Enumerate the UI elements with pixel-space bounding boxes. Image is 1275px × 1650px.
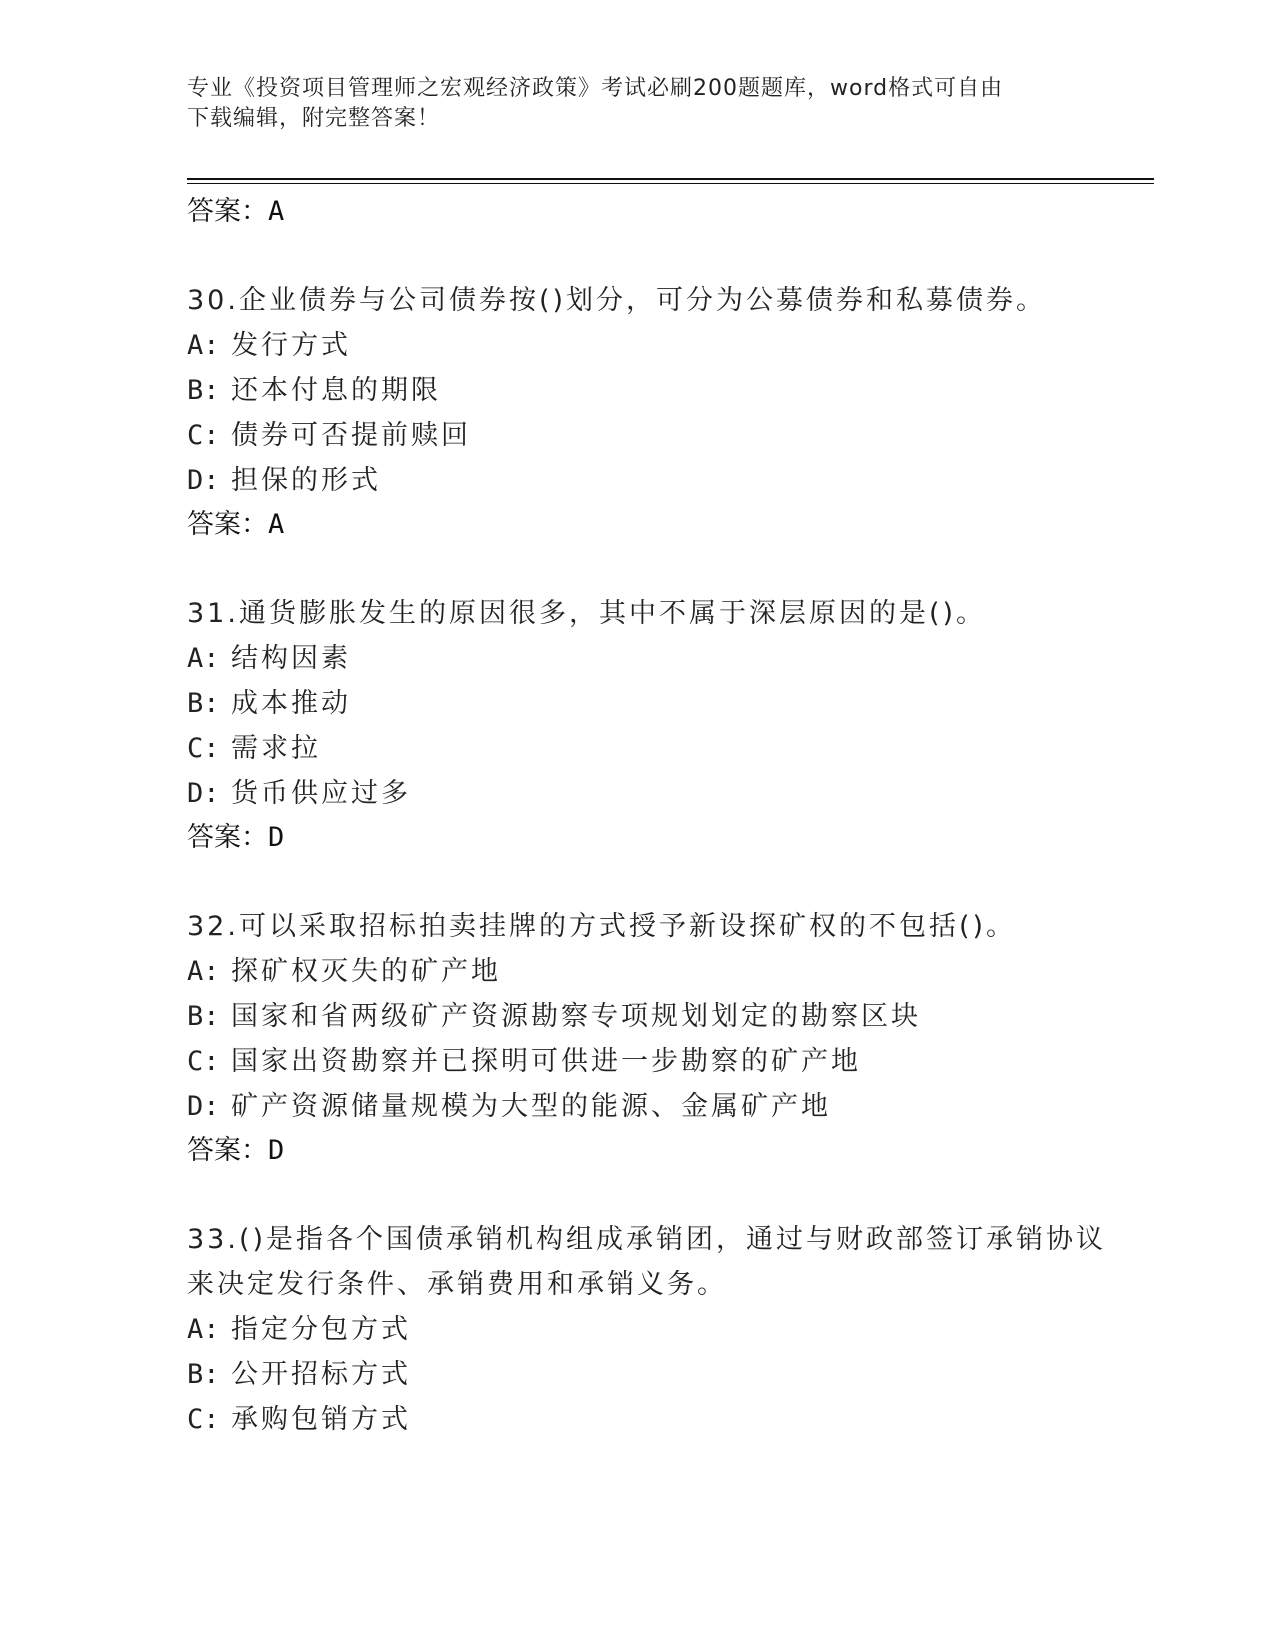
option-key: B:: [187, 688, 220, 719]
option-key: C:: [187, 1046, 220, 1077]
option-key: A:: [187, 1314, 220, 1345]
option-text: 担保的形式: [231, 465, 381, 496]
answer-label: 答案：: [187, 196, 268, 227]
answer-label: 答案：: [187, 509, 268, 540]
option-text: 结构因素: [231, 643, 351, 674]
option-key: A:: [187, 330, 220, 361]
option-c: [187, 1397, 1147, 1442]
header-line-2: 下载编辑，附完整答案！: [187, 106, 441, 131]
answer-line: [187, 1129, 1147, 1173]
answer-line: [187, 503, 1147, 547]
option-key: D:: [187, 465, 220, 496]
option-a: [187, 636, 1147, 681]
question-stem-line-2: 来决定发行条件、承销费用和承销义务。: [187, 1269, 727, 1300]
option-d: [187, 771, 1147, 816]
option-b: [187, 368, 1147, 413]
option-text: 承购包销方式: [231, 1404, 411, 1435]
option-d: [187, 1084, 1147, 1129]
option-key: B:: [187, 1359, 220, 1390]
answer-line: [187, 816, 1147, 860]
option-text: 探矿权灭失的矿产地: [231, 956, 501, 987]
answer-value: A: [268, 509, 285, 540]
option-key: B:: [187, 1001, 220, 1032]
option-b: [187, 681, 1147, 726]
question-stem: 32.可以采取招标拍卖挂牌的方式授予新设探矿权的不包括()。: [187, 911, 1017, 942]
option-key: C:: [187, 420, 220, 451]
option-a: [187, 1307, 1147, 1352]
option-text: 矿产资源储量规模为大型的能源、金属矿产地: [231, 1091, 831, 1122]
question-32: [187, 904, 1147, 1173]
option-text: 国家和省两级矿产资源勘察专项规划划定的勘察区块: [231, 1001, 921, 1032]
question-stem: 31.通货膨胀发生的原因很多，其中不属于深层原因的是()。: [187, 598, 987, 629]
option-key: C:: [187, 733, 220, 764]
option-text: 指定分包方式: [231, 1314, 411, 1345]
header-rule-thin: [187, 183, 1154, 184]
option-b: [187, 1352, 1147, 1397]
option-b: [187, 994, 1147, 1039]
answer-value: D: [268, 822, 285, 853]
question-stem-line-1: 33.()是指各个国债承销机构组成承销团，通过与财政部签订承销协议: [187, 1224, 1107, 1255]
option-key: A:: [187, 956, 220, 987]
option-key: C:: [187, 1404, 220, 1435]
answer-value: D: [268, 1135, 285, 1166]
question-33: [187, 1217, 1147, 1442]
option-key: D:: [187, 778, 220, 809]
question-31: [187, 591, 1147, 860]
answer-line: [187, 190, 1147, 234]
option-text: 债券可否提前赎回: [231, 420, 471, 451]
option-d: [187, 458, 1147, 503]
question-stem: 30.企业债券与公司债券按()划分，可分为公募债券和私募债券。: [187, 285, 1047, 316]
option-text: 货币供应过多: [231, 778, 411, 809]
header-line-1: 专业《投资项目管理师之宏观经济政策》考试必刷200题题库，word格式可自由: [187, 76, 1004, 101]
option-text: 公开招标方式: [231, 1359, 411, 1390]
answer-label: 答案：: [187, 822, 268, 853]
answer-label: 答案：: [187, 1135, 268, 1166]
option-key: B:: [187, 375, 220, 406]
option-text: 还本付息的期限: [231, 375, 441, 406]
option-text: 需求拉: [231, 733, 321, 764]
answer-value: A: [268, 196, 285, 227]
option-text: 发行方式: [231, 330, 351, 361]
option-key: D:: [187, 1091, 220, 1122]
option-c: [187, 413, 1147, 458]
header-rule-thick: [187, 178, 1154, 180]
option-text: 国家出资勘察并已探明可供进一步勘察的矿产地: [231, 1046, 861, 1077]
option-key: A:: [187, 643, 220, 674]
question-list: [187, 190, 1147, 1442]
option-c: [187, 1039, 1147, 1084]
option-a: [187, 323, 1147, 368]
document-header: [187, 74, 1077, 134]
option-c: [187, 726, 1147, 771]
option-a: [187, 949, 1147, 994]
option-text: 成本推动: [231, 688, 351, 719]
question-30: [187, 278, 1147, 547]
